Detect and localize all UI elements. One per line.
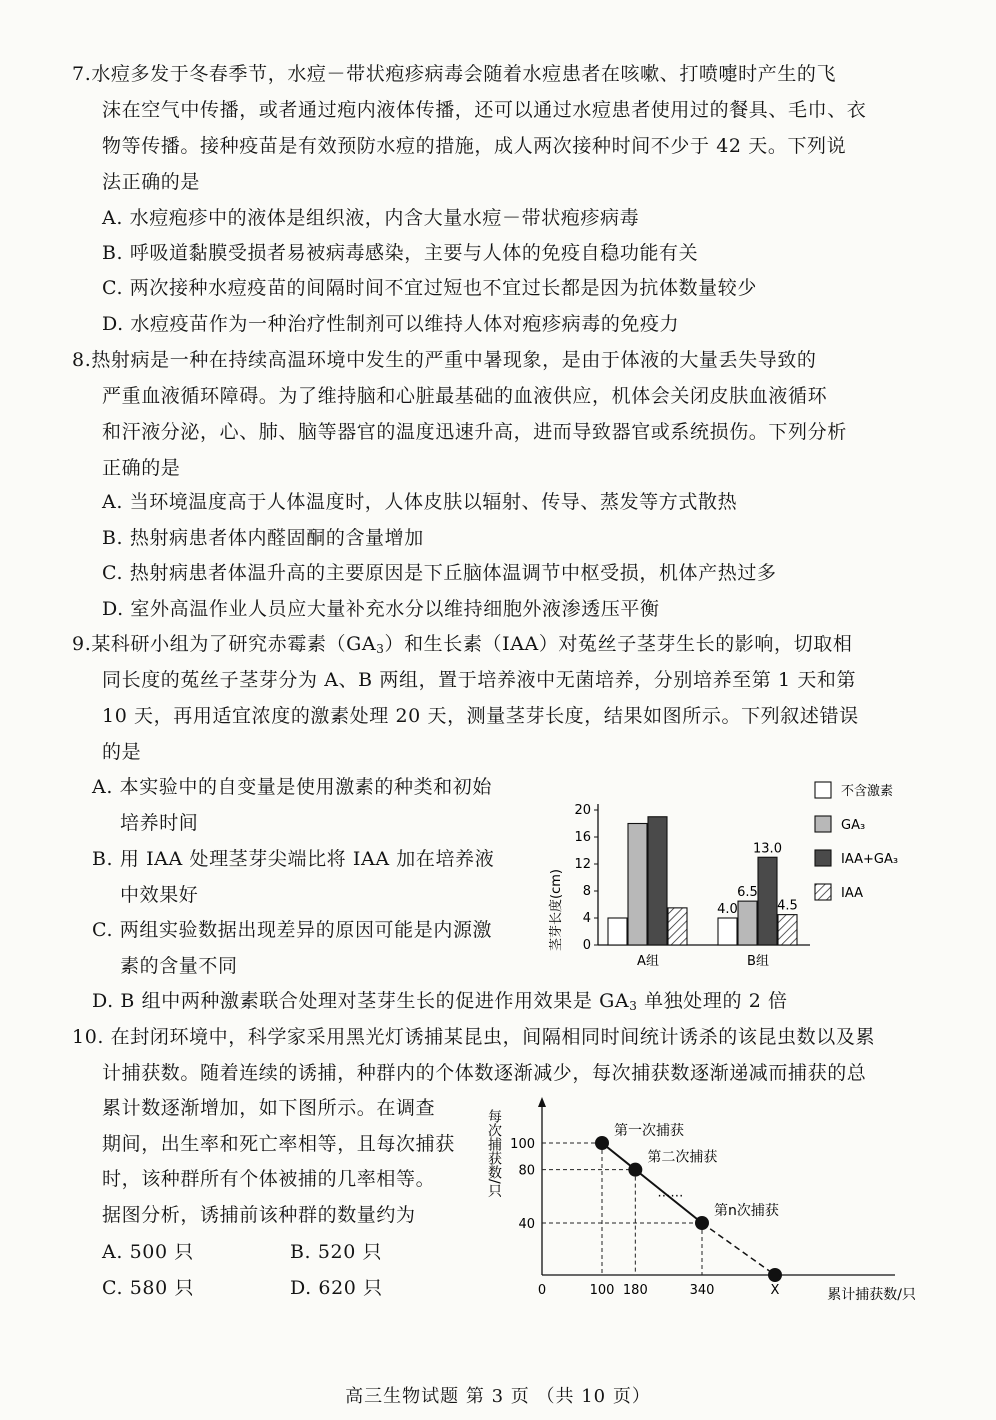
q7-line-2: 沫在空气中传播，或者通过疱内液体传播，还可以通过水痘患者使用过的餐具、毛巾、衣	[102, 99, 867, 121]
capture-point-label: 第n次捕获	[714, 1203, 779, 1219]
q9-line-4: 的是	[102, 741, 142, 763]
ellipsis-dots: ……	[657, 1185, 684, 1201]
q8-line-4: 正确的是	[102, 457, 181, 479]
bar-b-0	[718, 918, 737, 945]
q10-line-3: 累计数逐渐增加，如下图所示。在调查	[102, 1097, 436, 1119]
page-footer: 高三生物试题 第 3 页 （共 10 页）	[345, 1386, 651, 1407]
line-x-tick-label: 100	[589, 1283, 615, 1298]
q10-line-5: 时，该种群所有个体被捕的几率相等。	[102, 1168, 436, 1190]
legend-label: 不含激素	[841, 784, 894, 799]
legend-swatch	[815, 850, 831, 866]
q8-line-1: 8.热射病是一种在持续高温环境中发生的严重中暑现象，是由于体液的大量丢失导致的	[72, 349, 817, 371]
q7-option-c: C. 两次接种水痘疫苗的间隔时间不宜过短也不宜过长都是因为抗体数量较少	[102, 277, 757, 299]
q9-option-d: D. B 组中两种激素联合处理对茎芽生长的促进作用效果是 $GA_3$ 单独处理的 2 倍	[92, 990, 788, 1013]
q9-option-c-cont: 素的含量不同	[120, 955, 238, 977]
bar-y-tick-label: 4	[582, 911, 591, 926]
q9-line-1: 9.某科研小组为了研究赤霉素$(GA_3)$和生长素（IAA）对菟丝子茎芽生长的影响，切取相	[72, 633, 853, 656]
q7-option-d: D. 水痘疫苗作为一种治疗性制剂可以维持人体对疱疹病毒的免疫力	[102, 313, 680, 335]
q10-line-1: 10. 在封闭环境中，科学家采用黑光灯诱捕某昆虫，间隔相同时间统计诱杀的该昆虫数以及累	[72, 1026, 876, 1048]
line-chart-x-axis-label: 累计捕获数/只	[827, 1287, 916, 1303]
q9-line-3: 10 天，再用适宜浓度的激素处理 20 天，测量茎芽长度，结果如图所示。下列叙述错误	[102, 705, 859, 727]
q9-option-b: B. 用 IAA 处理茎芽尖端比将 IAA 加在培养液	[92, 848, 495, 870]
bar-a-3	[668, 908, 687, 945]
q9-line-2: 同长度的菟丝子茎芽分为 A、B 两组，置于培养液中无菌培养，分别培养至第 1 天和第	[102, 669, 857, 691]
q8-option-d: D. 室外高温作业人员应大量补充水分以维持细胞外液渗透压平衡	[102, 598, 660, 620]
q10-line-6: 据图分析，诱捕前该种群的数量约为	[102, 1204, 416, 1226]
bar-b-1	[738, 901, 757, 945]
q7-line-4: 法正确的是	[102, 171, 201, 193]
legend-label: IAA+GA₃	[841, 852, 899, 867]
bar-a-0	[608, 918, 627, 945]
bar-category-label: B组	[747, 954, 769, 969]
bar-a-1	[628, 824, 647, 946]
bar-data-label: 4.5	[777, 898, 798, 914]
q8-line-2: 严重血液循环障碍。为了维持脑和心脏最基础的血液供应，机体会关闭皮肤血液循环	[102, 385, 828, 407]
bar-b-3	[778, 915, 797, 945]
legend-label: GA₃	[841, 818, 866, 833]
legend-swatch	[815, 884, 831, 900]
line-origin-label: 0	[537, 1283, 547, 1298]
bar-y-tick-label: 20	[574, 803, 591, 818]
line-x-tick-label: 340	[689, 1283, 715, 1298]
bar-chart-y-axis-label: 茎芽长度(cm)	[549, 869, 564, 951]
line-chart-y-axis-label: 每次捕获数/只	[486, 1109, 502, 1198]
line-y-tick-label: 40	[518, 1217, 535, 1232]
legend-swatch	[815, 816, 831, 832]
q9-option-a-cont: 培养时间	[120, 812, 199, 834]
q7-option-b: B. 呼吸道黏膜受损者易被病毒感染，主要与人体的免疫自稳功能有关	[102, 242, 699, 264]
bar-y-tick-label: 8	[582, 884, 591, 899]
q10-option-b: B. 520 只	[290, 1241, 383, 1263]
q10-line-4: 期间，出生率和死亡率相等，且每次捕获	[102, 1133, 455, 1155]
line-x-tick-label: 180	[622, 1283, 648, 1298]
q7-option-a: A. 水痘疱疹中的液体是组织液，内含大量水痘－带状疱疹病毒	[102, 207, 640, 229]
bar-y-tick-label: 0	[582, 938, 591, 953]
legend-label: IAA	[841, 886, 863, 901]
hormone-bar-chart	[540, 770, 940, 980]
bar-a-2	[648, 817, 667, 945]
capture-point-label: 第一次捕获	[614, 1123, 684, 1139]
line-x-tick-label: X	[770, 1283, 780, 1298]
q8-option-b: B. 热射病患者体内醛固酮的含量增加	[102, 527, 424, 549]
bar-y-tick-label: 12	[574, 857, 591, 872]
line-y-tick-label: 80	[518, 1163, 535, 1179]
legend-swatch	[815, 782, 831, 798]
bar-b-2	[758, 857, 777, 945]
q8-option-a: A. 当环境温度高于人体温度时，人体皮肤以辐射、传导、蒸发等方式散热	[102, 491, 738, 513]
q10-option-d: D. 620 只	[290, 1277, 383, 1299]
capture-point	[595, 1136, 609, 1150]
x-intercept-point	[768, 1268, 782, 1282]
capture-point-label: 第二次捕获	[647, 1149, 718, 1166]
bar-data-label: 13.0	[753, 841, 782, 857]
bar-y-tick-label: 16	[574, 830, 591, 845]
bar-data-label: 6.5	[737, 885, 758, 901]
capture-point	[628, 1163, 642, 1177]
q8-option-c: C. 热射病患者体温升高的主要原因是下丘脑体温调节中枢受损，机体产热过多	[102, 562, 777, 584]
q10-line-2: 计捕获数。随着连续的诱捕，种群内的个体数逐渐减少，每次捕获数逐渐递减而捕获的总	[102, 1062, 867, 1084]
line-y-tick-label: 100	[510, 1137, 535, 1152]
q9-option-a: A. 本实验中的自变量是使用激素的种类和初始	[92, 776, 493, 798]
q10-option-a: A. 500 只	[102, 1241, 194, 1263]
bar-category-label: A组	[637, 954, 659, 969]
q9-option-b-cont: 中效果好	[120, 884, 199, 906]
extrapolation-line	[702, 1223, 775, 1275]
bar-data-label: 4.0	[717, 902, 738, 917]
q10-option-c: C. 580 只	[102, 1277, 195, 1299]
q8-line-3: 和汗液分泌，心、肺、脑等器官的温度迅速升高，进而导致器官或系统损伤。下列分析	[102, 421, 847, 443]
capture-line-chart	[480, 1095, 920, 1310]
capture-point	[695, 1216, 709, 1230]
line-y-arrow	[538, 1097, 546, 1107]
q9-option-c: C. 两组实验数据出现差异的原因可能是内源激	[92, 919, 493, 941]
q7-line-3: 物等传播。接种疫苗是有效预防水痘的措施，成人两次接种时间不少于 42 天。下列说	[102, 135, 847, 157]
q7-line-1: 7.水痘多发于冬春季节，水痘－带状疱疹病毒会随着水痘患者在咳嗽、打喷嚏时产生的飞	[72, 63, 837, 85]
